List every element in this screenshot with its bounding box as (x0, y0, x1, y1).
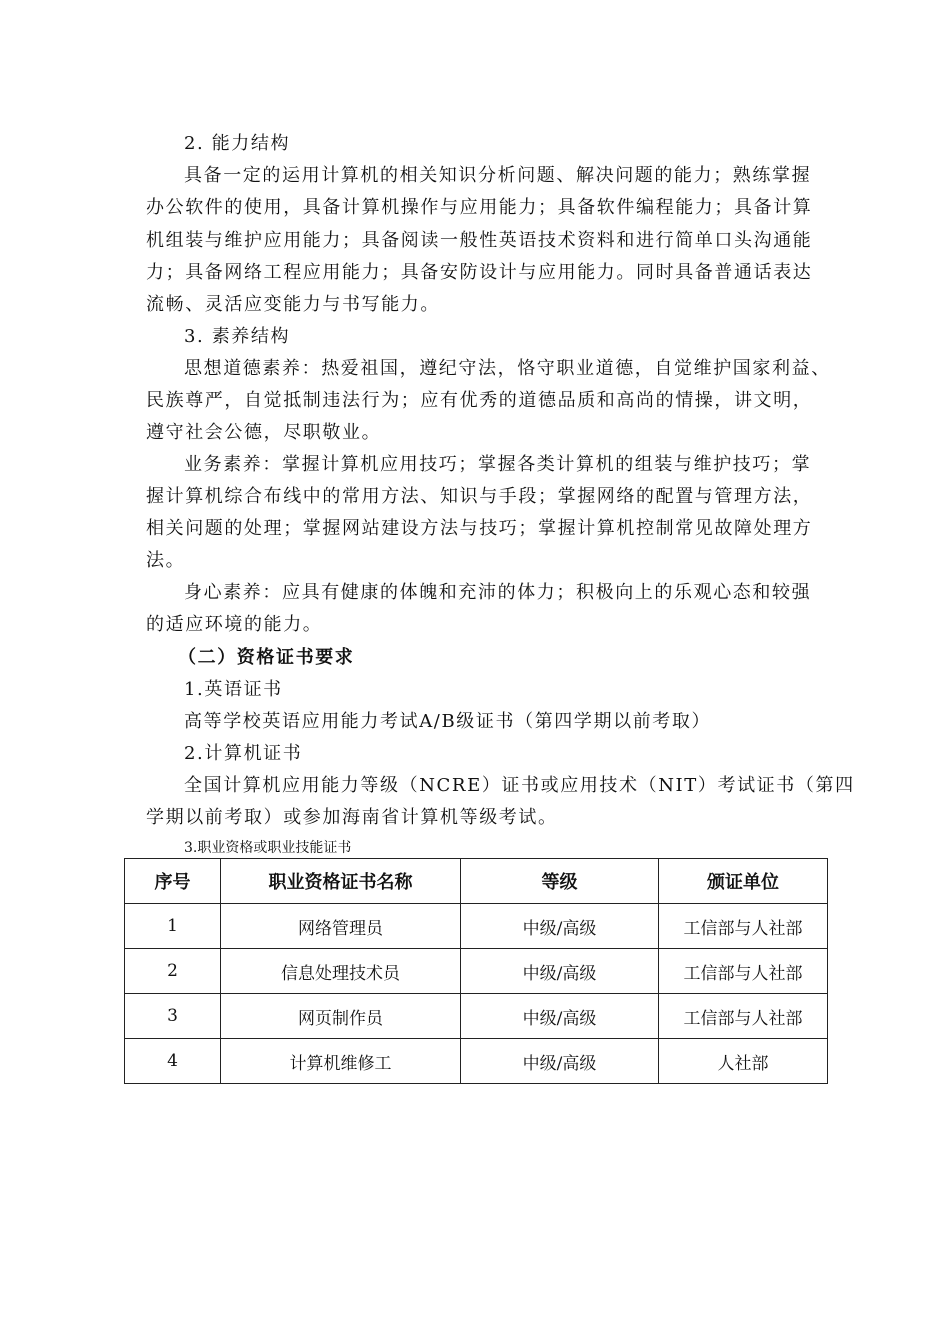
paragraph-line: 流畅、灵活应变能力与书写能力。 (146, 294, 440, 315)
paragraph-line: 机组装与维护应用能力；具备阅读一般性英语技术资料和进行简单口头沟通能 (146, 230, 813, 251)
paragraph-line: 高等学校英语应用能力考试A/B级证书（第四学期以前考取） (184, 711, 712, 732)
subheading-computer: 2.计算机证书 (184, 743, 303, 764)
paragraph-line: 握计算机综合布线中的常用方法、知识与手段；掌握网络的配置与管理方法， (146, 486, 813, 507)
table-cell: 工信部与人社部 (659, 994, 828, 1039)
table-cell: 信息处理技术员 (221, 949, 461, 994)
paragraph-line: 的适应环境的能力。 (146, 614, 323, 635)
certificate-table (124, 858, 828, 1084)
paragraph-line: 身心素养：应具有健康的体魄和充沛的体力；积极向上的乐观心态和较强 (184, 582, 812, 603)
table-row (125, 994, 828, 1039)
paragraph-line: 力；具备网络工程应用能力；具备安防设计与应用能力。同时具备普通话表达 (146, 262, 813, 283)
table-cell: 计算机维修工 (221, 1039, 461, 1084)
table-cell: 网页制作员 (221, 994, 461, 1039)
table-cell: 工信部与人社部 (659, 949, 828, 994)
table-cell: 中级/高级 (461, 949, 659, 994)
column-header-certificate-name: 职业资格证书名称 (221, 859, 461, 904)
table-cell: 4 (125, 1039, 221, 1084)
table-cell: 工信部与人社部 (659, 904, 828, 949)
table-header-row (125, 859, 828, 904)
table-cell: 中级/高级 (461, 994, 659, 1039)
paragraph-line: 具备一定的运用计算机的相关知识分析问题、解决问题的能力；熟练掌握 (184, 165, 812, 186)
subheading-vocational: 3.职业资格或职业技能证书 (184, 840, 352, 856)
column-header-level: 等级 (461, 859, 659, 904)
column-header-number: 序号 (125, 859, 221, 904)
subheading-english: 1.英语证书 (184, 679, 283, 700)
paragraph-line: 法。 (146, 550, 186, 571)
paragraph-line: 学期以前考取）或参加海南省计算机等级考试。 (146, 807, 558, 828)
table-row (125, 1039, 828, 1084)
section-heading-ability: 2. 能力结构 (184, 133, 291, 154)
table-row (125, 949, 828, 994)
paragraph-line: 思想道德素养：热爱祖国，遵纪守法，恪守职业道德，自觉维护国家利益、 (184, 358, 831, 379)
paragraph-line: 全国计算机应用能力等级（NCRE）证书或应用技术（NIT）考试证书（第四 (184, 775, 855, 796)
table-cell: 3 (125, 994, 221, 1039)
table-cell: 网络管理员 (221, 904, 461, 949)
section-heading-quality: 3. 素养结构 (184, 326, 291, 347)
table-row (125, 904, 828, 949)
paragraph-line: 相关问题的处理；掌握网站建设方法与技巧；掌握计算机控制常见故障处理方 (146, 518, 813, 539)
paragraph-line: 办公软件的使用，具备计算机操作与应用能力；具备软件编程能力；具备计算 (146, 197, 813, 218)
column-header-issuer: 颁证单位 (659, 859, 828, 904)
table-cell: 中级/高级 (461, 1039, 659, 1084)
table-cell: 人社部 (659, 1039, 828, 1084)
paragraph-line: 遵守社会公德，尽职敬业。 (146, 422, 382, 443)
section-heading-certificates: （二）资格证书要求 (178, 647, 355, 668)
table-cell: 中级/高级 (461, 904, 659, 949)
paragraph-line: 民族尊严，自觉抵制违法行为；应有优秀的道德品质和高尚的情操，讲文明， (146, 390, 813, 411)
table-cell: 2 (125, 949, 221, 994)
paragraph-line: 业务素养：掌握计算机应用技巧；掌握各类计算机的组装与维护技巧；掌 (184, 454, 812, 475)
table-cell: 1 (125, 904, 221, 949)
